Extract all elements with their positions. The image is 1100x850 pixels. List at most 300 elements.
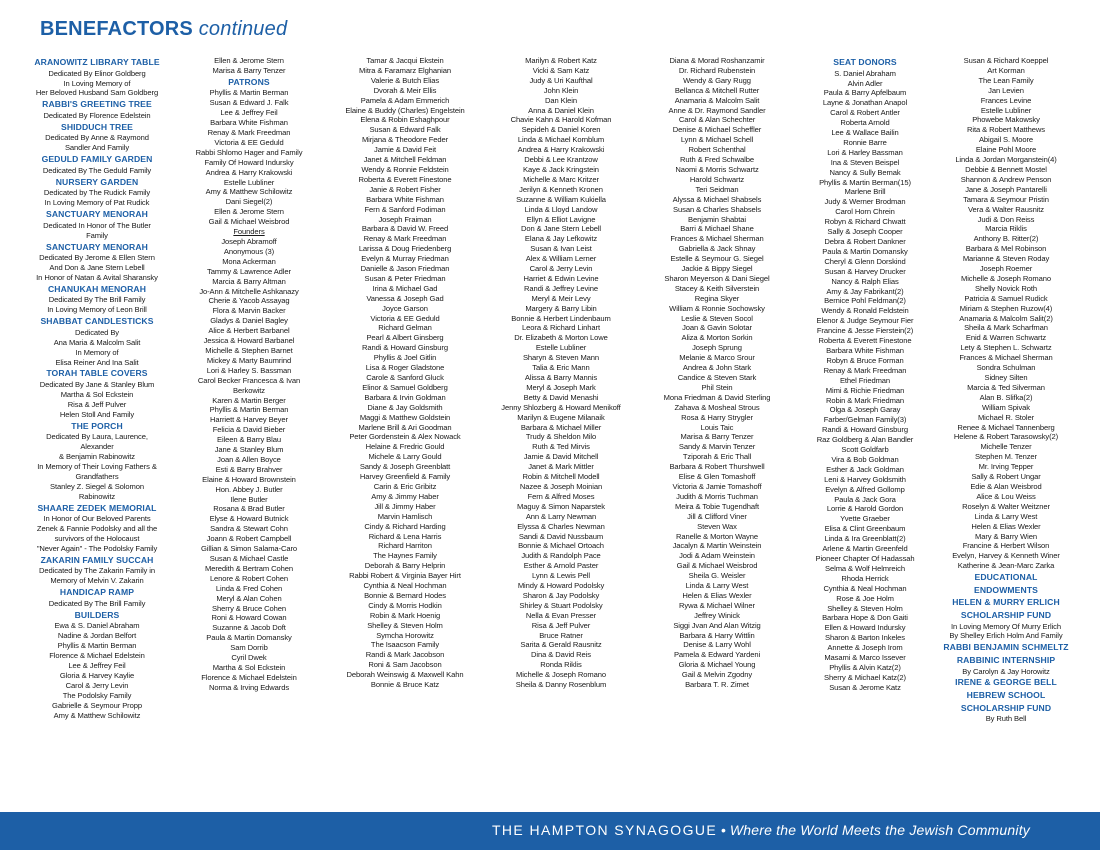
donor-entry: Shannon & Andrew Penson [960, 174, 1052, 184]
donor-entry: Aliza & Morton Sorkin [681, 333, 753, 343]
donor-entry: Evelyn & Murray Friedman [361, 254, 449, 264]
donor-entry: Nazee & Joseph Moinian [519, 481, 603, 491]
donor-entry: Paula & Martin Domansky [206, 633, 292, 643]
donor-entry: Judy & Uri Kaufthal [529, 75, 593, 85]
donor-entry: Margery & Barry Libin [525, 303, 597, 313]
donor-entry: Barbara White Fishman [366, 194, 444, 204]
donor-entry: Susan & Peter Friedman [364, 273, 446, 283]
donor-entry: Grandfathers [75, 471, 119, 481]
section-heading: TORAH TABLE COVERS [46, 368, 148, 379]
donor-entry: Elyse & Howard Butnick [209, 514, 289, 524]
donor-entry: Ellen & Jerome Stern [214, 56, 284, 65]
donor-entry: Dvorah & Meir Ellis [373, 85, 437, 95]
page-title-main: BENEFACTORS [40, 18, 193, 40]
donor-entry: Nadine & Jordan Belfort [57, 631, 137, 641]
donor-entry: Mr. Irving Tepper [978, 462, 1034, 472]
donor-entry: Sheila G. Weisler [688, 571, 746, 581]
donor-entry: Mindy & Howard Podolsky [517, 581, 605, 591]
donor-entry: Sally & Robert Ungar [971, 472, 1041, 482]
donor-entry: Family [86, 230, 108, 240]
donor-entry: Elyssa & Charles Newman [517, 521, 605, 531]
donor-entry: Michelle & Joseph Romano [960, 273, 1052, 283]
donor-entry: Gabriella & Jack Shnay [678, 244, 756, 254]
donor-entry: Carol & Jerry Levin [529, 264, 593, 274]
donor-entry: Evelyn & Alfred Gollomp [825, 484, 905, 494]
donor-entry: The Isaacson Family [370, 640, 440, 650]
donor-entry: Her Beloved Husband Sam Goldberg [35, 88, 159, 98]
donor-entry: Miriam & Stephen Ruzow(4) [959, 303, 1053, 313]
donor-entry: Rose & Joe Holm [836, 593, 894, 603]
donor-entry: Renay & Mark Freedman [207, 128, 291, 138]
donor-entry: Susan & Charles Shabsels [673, 204, 761, 214]
donor-entry: Susan & Harvey Drucker [824, 266, 906, 276]
donor-entry: Trudy & Sheldon Milo [525, 432, 597, 442]
donor-entry: Janet & Mark Mittler [528, 462, 594, 472]
donor-entry: Esther & Arnold Paster [523, 561, 599, 571]
donor-entry: William Spivak [982, 402, 1030, 412]
donor-entry: Barbara T. R. Zimet [685, 680, 749, 690]
donor-entry: John Klein [543, 85, 579, 95]
donor-entry: Diane & Jay Goldsmith [367, 402, 443, 412]
donor-entry: Alvin Adler [847, 78, 883, 88]
donor-entry: The Haynes Family [373, 551, 437, 561]
donor-entry: Victoria & EE Geduld [370, 313, 440, 323]
donor-entry: Frances & Michael Sherman [959, 353, 1053, 363]
section-heading: SHABBAT CANDLESTICKS [40, 316, 154, 327]
donor-entry: Bruce Ratner [539, 630, 583, 640]
donor-entry: Randi & Jeffrey Levine [523, 283, 599, 293]
donor-entry: Robyn & Bruce Forman [826, 355, 904, 365]
donor-entry: Don & Jane Stern Lebell [520, 224, 602, 234]
donor-entry: William & Ronnie Sochowsky [669, 303, 765, 313]
donor-entry: Dedicated By Florence Edelstein [43, 110, 151, 120]
donor-entry: Ellen & Howard Indursky [824, 623, 906, 633]
footer-slogan: Where the World Meets the Jewish Community [729, 822, 1030, 838]
donor-entry: Vicki & Sam Katz [532, 65, 590, 75]
donor-entry: In Memory of Their Loving Fathers & [37, 462, 157, 471]
donor-entry: Dedicated By The Geduld Family [42, 165, 152, 175]
benefactor-column-1 [22, 56, 172, 720]
donor-entry: Barbara & Robert Thurshwell [669, 462, 765, 472]
donor-entry: Elaine & Buddy (Charles) Engelstein [345, 105, 465, 115]
section-heading: NURSERY GARDEN [55, 176, 139, 187]
donor-entry: Nancy & Ralph Elias [831, 276, 899, 286]
donor-entry: Judi & Don Reiss [977, 214, 1035, 224]
donor-entry: Linda & Michael Kornblum [517, 135, 605, 145]
donor-entry: Dina & David Reis [531, 650, 591, 660]
donor-entry: Bonnie & Herbert Lindenbaum [511, 313, 611, 323]
donor-entry: Frances & Michael Sherman [670, 234, 764, 244]
donor-entry: Bernice Pohl Feldman(2) [824, 296, 906, 306]
footer-separator: • [721, 822, 726, 838]
donor-entry: Barbara & Irvin Goldman [364, 392, 446, 402]
donor-entry: "Never Again" - The Podolsky Family [36, 543, 158, 553]
donor-entry: Lenore & Robert Cohen [209, 573, 289, 583]
donor-entry: Anamaria & Malcolm Salit(2) [959, 313, 1053, 323]
donor-entry: Barbara White Fishman [826, 345, 904, 355]
donor-entry: Dedicated By Elinor Goldberg [48, 68, 146, 78]
donor-entry: Wendy & Ronnie Feldstein [361, 164, 449, 174]
footer-text [492, 822, 1030, 838]
donor-entry: Paula & Barry Apfelbaum [823, 88, 907, 98]
donor-entry: Harvey Greenfield & Family [359, 472, 451, 482]
donor-entry: Andrea & John Stark [682, 363, 752, 373]
section-heading: THE PORCH [71, 420, 123, 431]
donor-entry: Richard Gelman [378, 323, 432, 333]
donor-entry: Maggi & Matthew Goldstein [359, 412, 451, 422]
donor-entry: Gloria & Michael Young [678, 660, 756, 670]
donor-entry: Shelley & Steven Holm [827, 603, 903, 613]
donor-entry: Susan & Edward Falk [369, 125, 441, 135]
donor-entry: Rita & Robert Matthews [967, 125, 1045, 135]
donor-entry: Steven Wax [697, 521, 737, 531]
donor-entry: Rywa & Michael Wilner [679, 600, 755, 610]
donor-entry: Abigail S. Moore [978, 135, 1034, 145]
donor-entry: Elaine & Howard Brownstein [202, 474, 296, 484]
donor-entry: Sepideh & Daniel Koren [521, 125, 601, 135]
donor-entry: Alice & Herbert Barbanel [208, 326, 290, 336]
donor-entry: Barbara & Mel Robinson [965, 244, 1047, 254]
donor-entry: Marisa & Barry Tenzer [212, 65, 286, 75]
donor-entry: Helen & Elias Wexler [971, 521, 1041, 531]
donor-entry: Ewa & S. Daniel Abraham [54, 621, 140, 631]
donor-entry: Joseph Sprung [692, 343, 742, 353]
donor-entry: Phyllis & Martin Berman(15) [819, 177, 911, 187]
section-heading: ENDOWMENTS [973, 584, 1039, 595]
donor-entry: Harriet & Edwin Levine [523, 273, 599, 283]
donor-entry: survivors of the Holocaust [54, 534, 140, 544]
donor-entry: Renee & Michael Tannenberg [957, 422, 1055, 432]
footer-org-name: THE HAMPTON SYNAGOGUE [491, 822, 718, 838]
donor-entry: Cindy & Richard Harding [364, 521, 446, 531]
donor-entry: Lety & Stephen L. Schwartz [960, 343, 1052, 353]
donor-entry: Sarita & Gerald Rausnitz [520, 640, 602, 650]
donor-entry: Siggi Jvan And Alan Witzig [673, 620, 761, 630]
donor-entry: Andrea & Harry Krakowski [205, 167, 293, 177]
page-title-sub: continued [198, 18, 288, 40]
donor-entry: Katherine & Jean-Marc Zarka [957, 561, 1055, 571]
donor-entry: Linda & Ira Greenblatt(2) [824, 534, 906, 544]
donor-entry: Mirjana & Theodore Feder [361, 135, 449, 145]
section-heading: CHANUKAH MENORAH [47, 283, 147, 294]
donor-entry: Marcia & Ted Silverman [967, 382, 1045, 392]
donor-entry: Carol Horn Chrein [835, 207, 895, 217]
donor-entry: By Shelley Erlich Holm And Family [949, 631, 1063, 641]
donor-entry: Helen & Elias Wexler [682, 590, 752, 600]
donor-entry: Dedicated By The Brill Family [48, 598, 146, 608]
donor-entry: Denise & Larry Wohl [683, 640, 751, 650]
donor-entry: Carol & Robert Antler [830, 108, 900, 118]
donor-entry: Marlene Brill [844, 187, 886, 197]
donor-entry: Paula & Martin Domansky [822, 246, 908, 256]
donor-entry: Tamar & Jacqui Ekstein [366, 56, 444, 65]
donor-entry: Anne & Dr. Raymond Sandler [668, 105, 766, 115]
donor-entry: Alissa & Barry Mannis [524, 373, 598, 382]
donor-entry: Florence & Michael Edelstein [201, 672, 297, 682]
donor-entry: Sandra & Stewart Cohn [210, 524, 288, 534]
donor-entry: Michelle Tenzer [980, 442, 1032, 452]
donor-entry: In Honor of Natan & Avital Sharansky [36, 272, 158, 282]
donor-entry: Anamaria & Malcolm Salit [674, 95, 760, 105]
donor-entry: Phyllis & Martin Berman [209, 88, 289, 98]
donor-entry: Roberta Arnold [840, 118, 890, 128]
donor-entry: Dedicated By [75, 327, 119, 337]
donor-entry: Farber/Gelman Family(3) [823, 415, 907, 425]
donor-entry: Arlene & Martin Greenfeld [822, 544, 908, 554]
donor-entry: Mary & Barry Wien [974, 531, 1037, 541]
donor-entry: Carol & Jerry Levin [65, 680, 129, 690]
donor-entry: Rabinowitz [78, 491, 116, 501]
section-heading: RABBI BENJAMIN SCHMELTZ [943, 642, 1069, 653]
donor-entry: Janet & Mitchell Feldman [363, 155, 447, 165]
donor-entry: Dedicated by The Zakarin Family in [39, 566, 155, 576]
donor-entry: Shirley & Stuart Podolsky [519, 600, 603, 610]
donor-entry: Jessica & Howard Barbanel [203, 336, 295, 346]
donor-entry: Meryl & Joseph Mark [526, 382, 596, 392]
donor-entry: Francine & Jesse Fierstein(2) [816, 326, 914, 336]
donor-entry: Robyn & Richard Chwatt [824, 217, 906, 227]
donor-entry: Roberta & Everett Finestone [818, 336, 912, 346]
donor-entry: Joyce Garson [382, 303, 428, 313]
donor-entry: Barri & Michael Shane [680, 224, 754, 234]
donor-entry: Suzanne & William Kukiella [516, 194, 606, 204]
donor-entry: Memory of Melvin V. Zakarin [50, 576, 144, 586]
donor-entry: Gabrielle & Seymour Propp [52, 700, 142, 710]
donor-entry: Dr. Elizabeth & Morton Lowe [514, 333, 608, 343]
donor-entry: Mona Friedman & David Sterling [663, 392, 771, 402]
donor-entry: Susan & Michael Castle [209, 554, 289, 563]
donor-entry: Tamara & Seymour Pristin [963, 194, 1049, 204]
benefactor-column-4 [486, 56, 636, 690]
donor-entry: Ronnie Barre [843, 137, 887, 147]
donor-entry: Elisa & Clint Greenbaum [824, 524, 906, 534]
donor-entry: Ethel Friedman [839, 375, 891, 385]
donor-entry: Rosa & Harry Strygler [681, 412, 753, 422]
benefactor-column-2 [174, 56, 324, 693]
donor-entry: Joseph Roemer [979, 264, 1033, 274]
donor-entry: Nella & Evan Presser [525, 610, 597, 620]
donor-entry: Barbara Hope & Don Gaiti [822, 613, 908, 623]
donor-entry: Phowebe Makowsky [972, 115, 1040, 125]
donor-entry: Ana Maria & Malcolm Salit [53, 337, 141, 347]
donor-entry: Alan B. Slifka(2) [979, 392, 1033, 402]
donor-entry: Lynn & Michael Schell [680, 135, 754, 145]
donor-entry: Renay & Mark Freedman [363, 234, 447, 244]
donor-entry: Leslie & Steven Socol [681, 313, 753, 323]
donor-entry: Debra & Robert Dankner [824, 237, 906, 246]
donor-entry: Sally & Joseph Cooper [827, 227, 903, 237]
donor-entry: Ilene Butler [230, 494, 268, 504]
donor-entry: Florence & Michael Edelstein [49, 651, 145, 661]
donor-entry: Dedicated In Honor of The Butler [43, 220, 151, 230]
donor-entry: Shelley & Steven Holm [367, 620, 443, 630]
donor-entry: Talia & Eric Mann [532, 363, 590, 373]
donor-entry: Sherry & Michael Katz(2) [823, 672, 906, 682]
donor-entry: Risa & Jeff Pulver [531, 620, 591, 630]
donor-entry: In Honor of Our Beloved Parents [43, 514, 151, 524]
donor-entry: Randi & Howard Ginsburg [822, 425, 908, 435]
donor-entry: Flora & Marvin Backer [212, 306, 286, 316]
donor-entry: Mitra & Faramarz Elghanian [359, 65, 451, 75]
donor-entry: Estelle & Seymour G. Siegel [670, 254, 764, 264]
donor-entry: Judy & Werner Brodman [824, 197, 906, 207]
donor-entry: Jill & Jimmy Haber [374, 501, 436, 511]
donor-entry: Eileen & Barry Blau [217, 435, 281, 445]
donor-entry: Carole & Sanford Gluck [366, 373, 444, 382]
donor-entry: Marvin Hamlisch [377, 511, 433, 521]
donor-entry: Linda & Lloyd Landow [524, 204, 598, 214]
donor-entry: Gail & Michael Weisbrod [208, 217, 290, 227]
donor-entry: Family Of Howard Indursky [204, 157, 294, 167]
donor-entry: Gail & Melvin Zgodny [681, 670, 753, 680]
donor-entry: Michelle & Stephen Barnet [205, 345, 293, 355]
donor-entry: Debbie & Bennett Mostel [965, 164, 1047, 174]
donor-entry: Vanessa & Joseph Gad [366, 293, 444, 303]
donor-entry: Leora & Richard Linhart [522, 323, 600, 333]
donor-entry: Roni & Howard Cowan [211, 613, 287, 623]
donor-entry: Ellyn & Elliot Lavigne [526, 214, 596, 224]
donor-entry: Elise & Glen Tomashoff [678, 472, 756, 482]
donor-entry: Gail & Michael Weisbrod [676, 561, 758, 571]
donor-entry: Joan & Allen Boyce [217, 454, 281, 464]
donor-entry: Stacey & Keith Silverstein [674, 283, 760, 293]
section-heading: SCHOLARSHIP FUND [960, 702, 1052, 713]
donor-entry: S. Daniel Abraham [834, 68, 896, 78]
donor-entry: Meryl & Alan Cohen [216, 593, 282, 603]
donor-entry: Tziporah & Eric Thall [682, 452, 752, 462]
donor-entry: Ruth & Ted Mirvis [532, 442, 590, 452]
donor-entry: Barbara & Harry Wittlin [679, 630, 755, 640]
donor-entry: Amy & Jay Fabrikant(2) [826, 286, 904, 296]
donor-entry: Randi & Howard Ginsburg [362, 343, 448, 353]
donor-entry: Jerilyn & Kenneth Kronen [519, 184, 603, 194]
donor-entry: Randi & Mark Jacobson [365, 650, 445, 660]
donor-entry: Dedicated by The Rudick Family [43, 188, 151, 198]
donor-entry: Barbara & David W. Freed [361, 224, 449, 234]
donor-entry: Amy & Matthew Schilowitz [205, 187, 293, 197]
donor-entry: Patricia & Samuel Rudick [964, 293, 1048, 303]
donor-entry: Regina Skyer [694, 293, 740, 303]
donor-entry: Richard Harriton [378, 541, 432, 551]
donor-entry: Lee & Jeffrey Feil [220, 108, 278, 118]
donor-entry: Sondra Schulman [976, 363, 1036, 373]
donor-entry: Sharon & Jay Podolsky [522, 590, 600, 600]
donor-entry: Pamela & Adam Emmerich [360, 95, 450, 105]
donor-entry: Bonnie & Bernard Hodes [364, 590, 446, 600]
donor-entry: Marilyn & Eugene Milanaik [517, 412, 605, 422]
benefactor-columns [22, 56, 1100, 800]
donor-entry: Francine & Herbert Wilson [962, 541, 1050, 551]
donor-entry: Jo-Ann & Mitchelle Ashkanazy [199, 286, 299, 296]
donor-entry: Marisa & Barry Tenzer [680, 432, 754, 442]
page-title [40, 18, 287, 41]
donor-entry: Linda & Larry West [685, 581, 749, 591]
donor-entry: Richard & Lena Harris [368, 531, 442, 541]
donor-entry: In Memory of [75, 347, 119, 357]
donor-entry: Alexander [80, 442, 114, 452]
donor-entry: Anthony B. Ritter(2) [973, 234, 1039, 244]
donor-entry: Martha & Sol Eckstein [60, 389, 134, 399]
donor-entry: Selma & Wolf Helmreich [825, 563, 905, 573]
donor-entry: Betty & David Menashi [523, 392, 599, 402]
section-heading: HANDICAP RAMP [59, 587, 135, 598]
donor-entry: Jodi & Adam Weinstein [679, 551, 755, 561]
benefactor-column-3 [330, 56, 480, 690]
donor-entry: Bonnie & Bruce Katz [370, 680, 440, 690]
donor-entry: Barbara White Fishman [210, 118, 288, 128]
donor-entry: In Loving Memory of Leon Brill [47, 305, 147, 315]
donor-entry: Estelle Lubliner [980, 105, 1032, 115]
donor-entry: In Loving Memory Of Murry Erlich [951, 621, 1061, 631]
donor-entry: Sam Dorrib [230, 643, 268, 653]
donor-entry: Sidney Silten [984, 373, 1028, 382]
donor-entry: Alyssa & Michael Shabsels [672, 194, 762, 204]
donor-entry: Sharon Meyerson & Dani Siegel [664, 273, 770, 283]
donor-entry: Jane & Joseph Pantarelli [965, 184, 1047, 194]
donor-entry: Masami & Marco Issever [824, 653, 906, 663]
donor-entry: Risa & Jeff Pulver [67, 399, 127, 409]
donor-entry: Deborah & Barry Helprin [364, 561, 446, 571]
donor-entry: Renay & Mark Freedman [823, 365, 907, 375]
donor-entry: Joseph Fraiman [378, 214, 432, 224]
section-heading: HELEN & MURRY ERLICH [952, 597, 1060, 608]
section-heading: IRENE & GEORGE BELL [955, 677, 1057, 688]
donor-entry: Edie & Alan Weisbrod [970, 481, 1042, 491]
donor-entry: Anonymous (3) [223, 246, 275, 256]
donor-entry: Cheryl & Glenn Dorskind [824, 256, 906, 266]
donor-entry: Larissa & Doug Friedenberg [358, 244, 452, 254]
donor-entry: Joan & Gavin Solotar [682, 323, 752, 333]
donor-entry: Jenny Shlozberg & Howard Menikoff [501, 402, 621, 412]
donor-entry: Anna & Daniel Klein [528, 105, 594, 115]
donor-entry: Norma & Irving Edwards [208, 682, 290, 692]
donor-entry: Helene & Robert Tarasowsky(2) [953, 432, 1059, 442]
donor-entry: Wendy & Ronald Feldstein [821, 306, 909, 316]
donor-entry: Sharyn & Steven Mann [522, 353, 600, 363]
donor-entry: Mickey & Marty Baumrind [206, 355, 292, 365]
donor-entry: & Benjamin Rabinowitz [59, 452, 135, 462]
donor-entry: Felicia & David Bieber [212, 425, 286, 435]
donor-entry: Cindy & Morris Hodkin [368, 600, 442, 610]
donor-entry: Gladys & Daniel Bagley [210, 316, 288, 326]
donor-entry: Sherry & Bruce Cohen [212, 603, 286, 613]
donor-entry: And Don & Jane Stern Lebell [49, 263, 145, 273]
donor-entry: Rosana & Brad Butler [213, 504, 285, 514]
donor-entry: Dan Klein [544, 95, 578, 105]
donor-entry: By Carolyn & Jay Horowitz [962, 666, 1050, 676]
donor-entry: Michael R. Stoler [977, 412, 1035, 422]
donor-entry: Elisa Reiner And Ina Salit [55, 357, 139, 367]
donor-entry: Symcha Horowitz [376, 630, 434, 640]
donor-entry: Meira & Tobie Tugendhaft [674, 501, 759, 511]
donor-entry: Joann & Robert Campbell [206, 534, 292, 544]
section-heading: BUILDERS [74, 609, 120, 620]
donor-entry: Dedicated By Anne & Raymond [45, 133, 149, 143]
donor-entry: Amy & Matthew Schilowitz [53, 710, 141, 720]
donor-entry: Barbara & Michael Miller [520, 422, 602, 432]
donor-entry: Jamie & David Mitchell [523, 452, 599, 462]
donor-entry: Helaine & Fredric Gould [365, 442, 445, 452]
donor-entry: Elena & Robin Eshaghpour [360, 115, 450, 125]
donor-entry: Rhoda Herrick [841, 573, 889, 583]
donor-entry: Roselyn & Walter Weitzner [962, 501, 1050, 511]
donor-entry: Maguy & Simon Naparstek [516, 501, 606, 511]
donor-entry: Carol Becker Francesca & Ivan [197, 375, 301, 385]
section-heading: EDUCATIONAL [974, 572, 1038, 583]
subsection-label: Founders [233, 227, 265, 237]
donor-entry: Ruth & Fred Schwalbe [680, 155, 754, 165]
donor-entry: Vera & Walter Rausnitz [967, 204, 1045, 214]
